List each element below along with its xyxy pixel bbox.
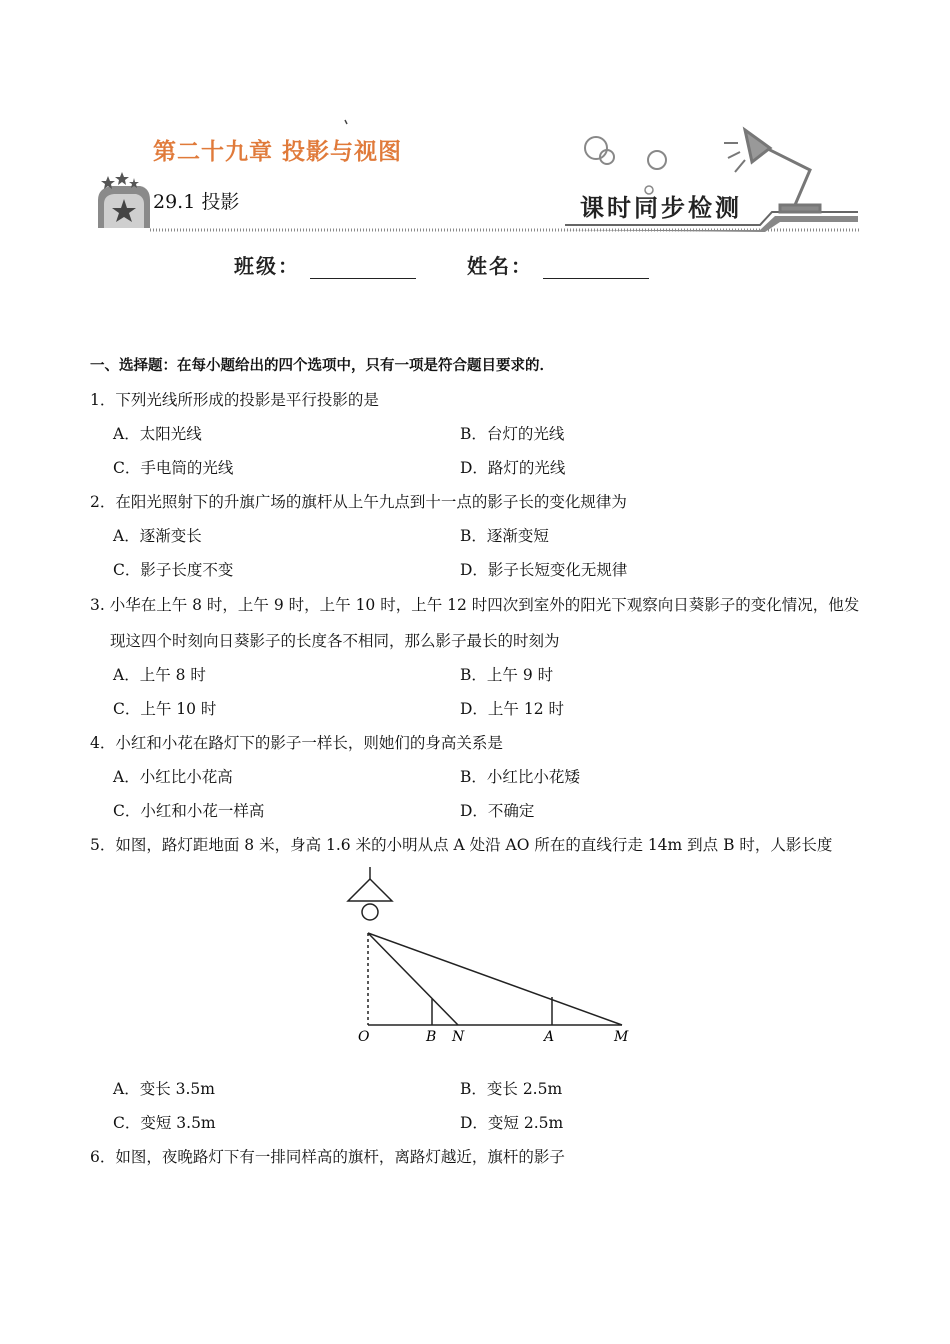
- label-b: B: [426, 1029, 437, 1045]
- question-6-stem: 6．如图，夜晚路灯下有一排同样高的旗杆，离路灯越近，旗杆的影子: [90, 1148, 565, 1166]
- q4-option-a[interactable]: A．小红比小花高: [113, 768, 233, 786]
- name-blank[interactable]: [543, 258, 649, 279]
- q3-option-b[interactable]: B．上午 9 时: [460, 666, 554, 684]
- chapter-title: 第二十九章 投影与视图: [153, 139, 403, 165]
- question-3-stem: 3. 小华在上午 8 时，上午 9 时，上午 10 时，上午 12 时四次到室外的阳光下观察向日葵影子的变化情况，他发: [90, 596, 860, 614]
- star-emblem-icon: [98, 172, 150, 228]
- ray-to-m: [368, 933, 622, 1025]
- label-m: M: [614, 1029, 629, 1045]
- label-o: O: [358, 1029, 370, 1045]
- q2-option-c[interactable]: C．影子长度不变: [113, 561, 234, 579]
- q2-option-d[interactable]: D．影子长短变化无规律: [460, 561, 628, 579]
- streetlamp-icon: [348, 867, 392, 920]
- q5-option-b[interactable]: B．变长 2.5m: [460, 1080, 563, 1098]
- bubbles-icon: [585, 137, 666, 194]
- class-field: [234, 250, 416, 279]
- q1-option-c[interactable]: C．手电筒的光线: [113, 459, 234, 477]
- class-label: 班级：: [234, 254, 300, 278]
- question-2-stem: 2．在阳光照射下的升旗广场的旗杆从上午九点到十一点的影子长的变化规律为: [90, 493, 627, 511]
- section-title: 29.1 投影: [153, 191, 240, 213]
- q4-option-b[interactable]: B．小红比小花矮: [460, 768, 580, 786]
- streetlamp-shadow-figure: [330, 865, 650, 1050]
- q5-option-d[interactable]: D．变短 2.5m: [460, 1114, 564, 1132]
- question-1-stem: 1．下列光线所形成的投影是平行投影的是: [90, 391, 379, 409]
- question-4-stem: 4．小红和小花在路灯下的影子一样长，则她们的身高关系是: [90, 734, 503, 752]
- q1-option-d[interactable]: D．路灯的光线: [460, 459, 566, 477]
- class-blank[interactable]: [310, 258, 416, 279]
- q1-option-a[interactable]: A．太阳光线: [113, 425, 202, 443]
- q2-option-a[interactable]: A．逐渐变长: [113, 527, 202, 545]
- q2-option-b[interactable]: B．逐渐变短: [460, 527, 549, 545]
- q1-option-b[interactable]: B．台灯的光线: [460, 425, 565, 443]
- section-heading: 一、选择题：在每小题给出的四个选项中，只有一项是符合题目要求的．: [90, 358, 554, 374]
- q3-option-a[interactable]: A．上午 8 时: [113, 666, 206, 684]
- q4-option-c[interactable]: C．小红和小花一样高: [113, 802, 265, 820]
- sync-test-badge: 课时同步检测: [580, 193, 742, 222]
- question-5-stem: 5．如图，路灯距地面 8 米，身高 1.6 米的小明从点 A 处沿 AO 所在的直线行走 14m 到点 B 时，人影长度: [90, 836, 833, 854]
- q5-option-c[interactable]: C．变短 3.5m: [113, 1114, 216, 1132]
- q3-option-c[interactable]: C．上午 10 时: [113, 700, 217, 718]
- q5-option-a[interactable]: A．变长 3.5m: [113, 1080, 215, 1098]
- q3-option-d[interactable]: D．上午 12 时: [460, 700, 565, 718]
- label-n: N: [452, 1029, 465, 1045]
- question-3-stem-cont: 现这四个时刻向日葵影子的长度各不相同，那么影子最长的时刻为: [110, 632, 560, 650]
- name-field: [467, 250, 649, 279]
- name-label: 姓名：: [467, 254, 533, 278]
- label-a: A: [544, 1029, 555, 1045]
- q4-option-d[interactable]: D．不确定: [460, 802, 535, 820]
- header-decoration: [0, 0, 950, 240]
- ray-to-n: [368, 933, 458, 1025]
